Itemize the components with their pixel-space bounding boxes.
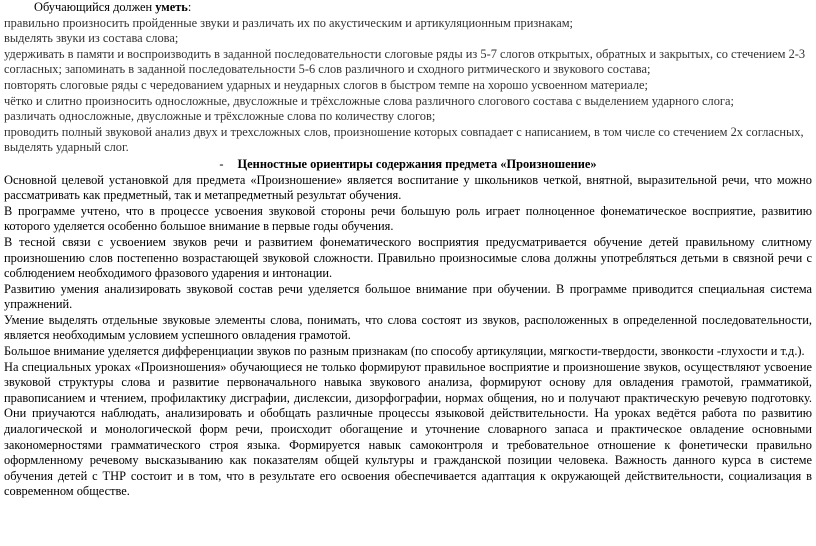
skill-item: удерживать в памяти и воспроизводить в заданной последовательности слоговые ряды из 5-7 слогов открытых, обратных и закрытых, со стечением 2-3 согласных; запоминать в заданной последовательности 5-6 слов различного и сходного ритмического и звукового состава; — [4, 46, 806, 77]
body-paragraph: В тесной связи с усвоением звуков речи и развитием фонематического восприятия предусматривается обучение детей правильному слитному произношению слов постепенно возрастающей звуковой сложности. Правильно произносимые слова должны употребляться детьми в связной речи с соблюдением необходимого фразового ударения и интонации. — [4, 234, 812, 281]
body-paragraph: На специальных уроках «Произношения» обучающиеся не только формируют правильное восприятие и произношение звуков, осуществляют усвоение звуковой структуры слова и развитие первоначального навыка звукового анализа, формируют основу для овладения грамотой, грамматикой, правописанием и чтением, профилактику дисграфии, дислексии, дизорфографии, нормах общения, но и получают практическую речевую подготовку. Они приучаются наблюдать, анализировать и обобщать различные процессы языковой действительности. На уроках ведётся работа по развитию диалогической и монологической форм речи, происходит обогащение и уточнение словарного запаса и практическое овладение основными закономерностями грамматического строя языка. Формируется навык самоконтроля и требовательное отношение к фонетически правильно оформленному речевому высказыванию как показателям общей культуры и гражданской позиции человека. Важность данного курса в системе обучения детей с ТНР состоит и в том, что в результате его освоения обеспечивается адаптация к окружающей действительности, социализация в современном обществе. — [4, 359, 812, 499]
body-paragraph: Большое внимание уделяется дифференциации звуков по разным признакам (по способу артикуляции, мягкости-твердости, звонкости -глухости и т.д.). — [4, 344, 805, 359]
body-paragraph: Умение выделять отдельные звуковые элементы слова, понимать, что слова состоят из звуков, расположенных в определенной последовательности, является необходимым условием успешного овладения грамотой. — [4, 312, 812, 343]
body-text — [4, 173, 812, 500]
section-heading — [4, 157, 812, 173]
body-paragraph: Развитию умения анализировать звуковой состав речи уделяется большое внимание при обучении. В программе приводится специальная система упражнений. — [4, 281, 812, 312]
skill-item: правильно произносить пройденные звуки и различать их по акустическим и артикуляционным признакам; — [4, 15, 573, 30]
body-paragraph: В программе учтено, что в процессе усвоения звуковой стороны речи большую роль играет полноценное фонематическое восприятие, развитию которого уделяется особенно большое внимание в первые годы обучения. — [4, 203, 812, 234]
section-title: Ценностные ориентиры содержания предмета «Произношение» — [237, 156, 597, 171]
skills-list — [4, 16, 812, 156]
body-paragraph: Основной целевой установкой для предмета «Произношение» является воспитание у школьников четкой, внятной, выразительной речи, что можно рассматривать как предметный, так и метапредметный результат обучения. — [4, 172, 812, 203]
section-dash: - — [219, 156, 224, 171]
intro-bold: уметь — [155, 0, 188, 14]
skill-item: проводить полный звуковой анализ двух и трехсложных слов, произношение которых совпадает с написанием, в том числе со стечением 2х согласных, выделять ударный слог. — [4, 124, 804, 155]
intro-suffix: : — [187, 0, 192, 14]
intro-prefix: Обучающийся должен — [34, 0, 156, 14]
intro-line — [4, 0, 812, 16]
skill-item: повторять слоговые ряды с чередованием ударных и неударных слогов в быстром темпе на хорошо усвоенном материале; — [4, 77, 648, 92]
skill-item: различать односложные, двусложные и трёхсложные слова по количеству слогов; — [4, 109, 436, 124]
skill-item: чётко и слитно произносить односложные, двусложные и трёхсложные слова различного слогового состава с выделением ударного слога; — [4, 93, 734, 108]
skill-item: выделять звуки из состава слова; — [4, 31, 179, 46]
